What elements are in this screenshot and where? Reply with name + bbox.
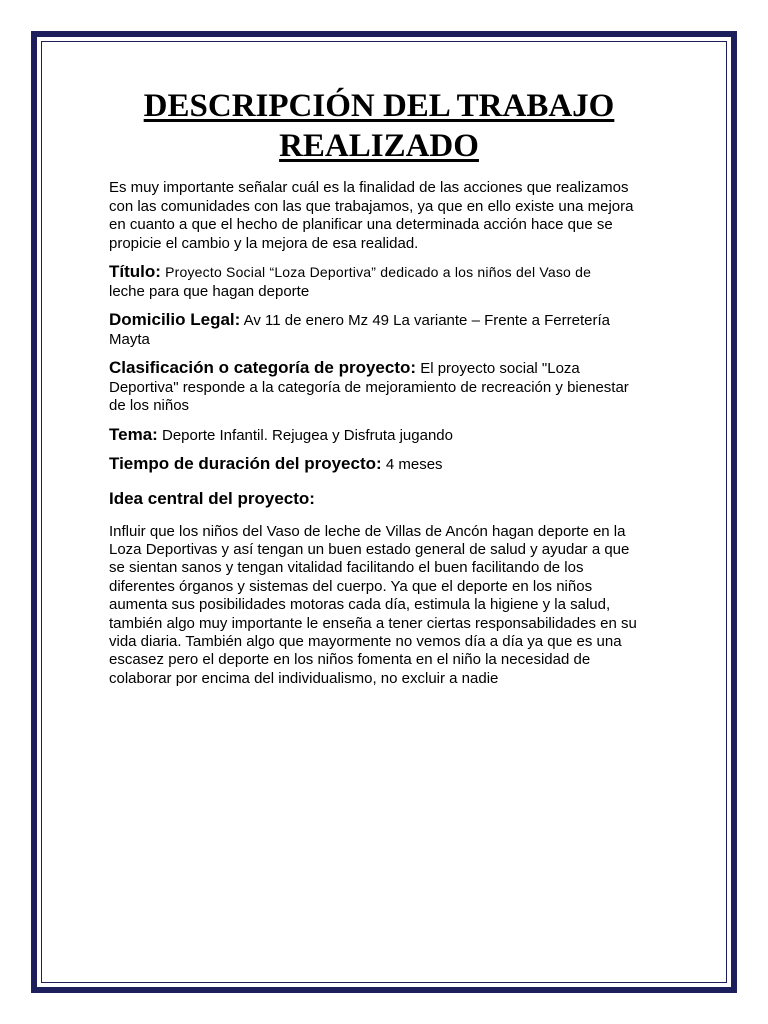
document-body <box>109 86 649 688</box>
field-titulo <box>109 263 649 301</box>
intro-paragraph: Es muy importante señalar cuál es la finalidad de las acciones que realizamos con las comunidades con las que trabajamos, ya que en ello existe una mejora en cuanto a que el hecho de planificar una determinada acción hace que se propicie el cambio y la mejora de esa realidad. <box>109 179 634 252</box>
field-domicilio-label: Domicilio Legal: <box>109 310 241 329</box>
field-clasificacion <box>109 359 649 416</box>
field-clasificacion-value: El proyecto social "Loza Deportiva" responde a la categoría de mejoramiento de recreación y bienestar de los niños <box>109 360 629 414</box>
field-domicilio <box>109 311 649 349</box>
title-line-2: REALIZADO <box>279 128 479 164</box>
field-titulo-value-1: Proyecto Social <box>165 264 270 280</box>
idea-paragraph: Influir que los niños del Vaso de leche de Villas de Ancón hagan deporte en la Loza Deportivas y así tengan un buen estado general de salud y ayudar a que se sientan sanos y tengan vitalidad facilitando el buen facilitando de los diferentes órganos y sistemas del cuerpo. Ya que el deporte en los niños aumenta sus posibilidades motoras cada día, estimula la higiene y la salud, también algo muy importante le enseña a tener ciertas responsabilidades en su vida diaria. También algo que mayormente no vemos día a día ya que es una escasez pero el deporte en los niños fomenta en el niño la necesidad de colaborar por encima del individualismo, no excluir a nadie <box>109 522 637 687</box>
field-domicilio-value: Av 11 de enero Mz 49 La variante – Frente a Ferretería Mayta <box>109 312 610 348</box>
field-titulo-label: Título: <box>109 262 161 281</box>
field-tema <box>109 426 649 446</box>
idea-heading: Idea central del proyecto: <box>109 488 315 508</box>
field-titulo-value-2: “Loza Deportiva” dedicado a los niños del Vaso de <box>269 264 592 280</box>
title-line-1: DESCRIPCIÓN DEL TRABAJO <box>143 88 615 124</box>
page-title <box>109 86 649 166</box>
field-tiempo-label: Tiempo de duración del proyecto: <box>109 454 382 473</box>
field-tema-value: Deporte Infantil. Rejugea y Disfruta jugando <box>161 426 453 444</box>
field-titulo-value-3: leche para que hagan deporte <box>109 282 310 300</box>
field-tiempo-value: 4 meses <box>385 456 443 473</box>
field-clasificacion-label: Clasificación o categoría de proyecto: <box>109 358 417 377</box>
field-tema-label: Tema: <box>109 424 158 444</box>
field-tiempo <box>109 455 649 475</box>
